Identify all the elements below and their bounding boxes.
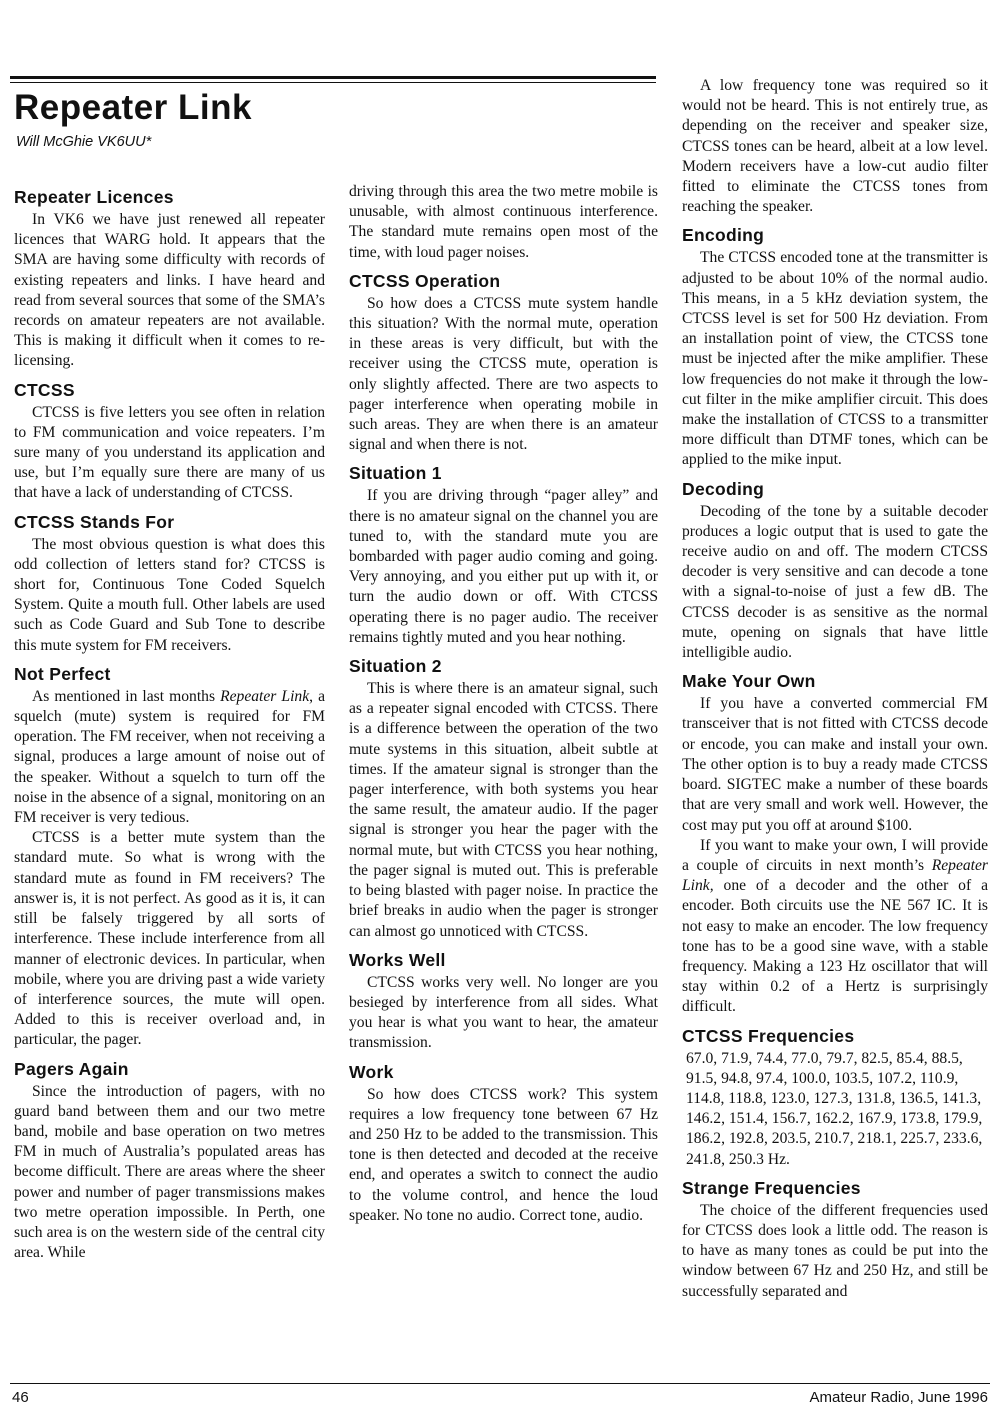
top-rule-thick <box>10 76 656 79</box>
paragraph: This is where there is an amateur signal, such as a repeater signal encoded with CTCSS. There is a difference between the operation of the two mute systems in this situation, albeit subtle at times. If the amateur signal is stronger than the pager interference, with both systems you hear the same result, the amateur audio. If the pager signal is stronger you hear the pager with the normal mute, but with CTCSS you hear nothing, the pager signal is muted out. This is preferable to being blasted with pager noise. In practice the brief breaks in audio when the pager is stronger can almost go unnoticed with CTCSS. <box>349 680 658 940</box>
paragraph: So how does a CTCSS mute system handle this situation? With the normal mute, operation in these areas is very difficult, but with the receiver using the CTCSS mute, operation is only slightly affected. There are two aspects to pager interference when operating mobile in such areas. They are when there is an amateur signal and when there is not. <box>349 294 658 454</box>
heading-decoding: Decoding <box>682 478 765 499</box>
top-rule-thin <box>10 82 656 83</box>
heading-pagers-again: Pagers Again <box>14 1058 129 1079</box>
heading-strange-frequencies: Strange Frequencies <box>682 1177 861 1198</box>
heading-ctcss: CTCSS <box>14 379 75 400</box>
heading-make-your-own: Make Your Own <box>682 671 816 692</box>
paragraph: So how does CTCSS work? This system requires a low frequency tone between 67 Hz and 250 Hz to be added to the transmission. This tone is then detected and decoded at the receive end, and operates a switch to connect the audio to the volume control, and hence the loud speaker. No tone no audio. Correct tone, audio. <box>349 1085 658 1224</box>
footer-rule <box>10 1383 990 1384</box>
frequency-list: 67.0, 71.9, 74.4, 77.0, 79.7, 82.5, 85.4, 88.5, 91.5, 94.8, 97.4, 100.0, 103.5, 107.2, 110.9, 114.8, 118.8, 123.0, 127.3, 131.8, 136.5, 141.3, 146.2, 151.4, 156.7, 162.2, 167.9, 173.8, 179.9, 186.2, 192.8, 203.5, 210.7, 218.1, 225.7, 233.6, 241.8, 250.3 Hz. <box>686 1049 983 1168</box>
paragraph <box>14 687 325 828</box>
heading-ctcss-stands-for: CTCSS Stands For <box>14 511 175 532</box>
paragraph: CTCSS works very well. No longer are you besieged by interference from all sides. What you hear is what you want to hear, the amateur transmission. <box>349 973 658 1052</box>
paragraph <box>682 836 988 1018</box>
emphasis: Repeater Link <box>220 687 310 705</box>
heading-encoding: Encoding <box>682 225 765 246</box>
heading-situation-1: Situation 1 <box>349 463 442 484</box>
heading-not-perfect: Not Perfect <box>14 663 111 684</box>
paragraph: CTCSS is a better mute system than the standard mute. So what is wrong with the standard mute as found in FM receivers? The answer is, it is not perfect. As good as it is, it can still be falsely triggered by all sorts of interference. These include interference from all manner of electronic devices. In particular, when mobile, where you are driving past a wide variety of interference sources, the mute will open. Added to this is receiver overload and, in particular, the pager. <box>14 829 325 1049</box>
publication-footer: Amateur Radio, June 1996 <box>809 1389 988 1406</box>
page-number: 46 <box>12 1389 29 1406</box>
paragraph: If you have a converted commercial FM transceiver that is not fitted with CTCSS decode or encode, you can make and install your own. The other option is to buy a ready made CTCSS board. SIGTEC make a number of these boards that are very small and work well. However, the cost may put you off at around $100. <box>682 695 988 834</box>
column-3 <box>682 76 988 1302</box>
heading-work: Work <box>349 1061 394 1082</box>
paragraph: The CTCSS encoded tone at the transmitter is adjusted to be about 10% of the normal audio. This means, in a 5 kHz deviation system, the CTCSS level is set for 500 Hz deviation. From an installation point of view, the CTCSS tone must be injected after the mike amplifier. These low frequencies do not make it through the low-cut filter in the mike amplifier circuit. This does make the installation of CTCSS to a transmitter more difficult than DTMF tones, which can be applied to the mike input. <box>682 249 988 469</box>
column-1 <box>14 186 325 1263</box>
heading-ctcss-frequencies: CTCSS Frequencies <box>682 1025 855 1046</box>
paragraph: driving through this area the two metre mobile is unusable, with almost continuous interference. The standard mute remains open most of the time, with loud pager noises. <box>349 183 658 261</box>
text-run: If you want to make your own, I will provide a couple of circuits in next month’s <box>682 836 988 874</box>
page-title: Repeater Link <box>14 88 252 127</box>
paragraph: Since the introduction of pagers, with no guard band between them and our two metre band, mobile and base operation on two metres FM in much of Australia’s populated areas has become difficult. There are areas where the sheer power and number of pager transmissions makes two metre operation impossible. In Perth, one such area is on the western side of the central city area. While <box>14 1082 325 1262</box>
heading-situation-2: Situation 2 <box>349 656 442 677</box>
paragraph: The most obvious question is what does this odd collection of letters stand for? CTCSS is short for, Continuous Tone Coded Squelch System. Quite a mouth full. Other labels are used such as Code Guard and Sub Tone to describe this mute system for FM receivers. <box>14 535 325 654</box>
heading-repeater-licences: Repeater Licences <box>14 187 174 207</box>
paragraph: If you are driving through “pager alley” and there is no amateur signal on the channel you are tuned to, with the standard mute you are bombarded with pager audio coming and going. Very annoying, and you either put up with it, or turn the audio down or off. With CTCSS operating there is no pager audio. The receiver remains tightly muted and you hear nothing. <box>349 487 658 646</box>
text-run: one of a decoder and the other of a encoder. Both circuits use the NE 567 IC. It is not easy to make an encoder. The low frequency tone has to be a good sine wave, with a stable frequency. Making a 123 Hz oscillator that will stay within 0.2 of a Hertz is surprisingly difficult. <box>682 877 988 1016</box>
author-byline: Will McGhie VK6UU* <box>16 134 152 150</box>
emphasis: Repeater Link, <box>682 856 988 895</box>
text-run: , a squelch (mute) system is required for FM operation. The FM receiver, when not receiving a signal, produces a large amount of noise out of the speaker. Without a squelch to turn off the noise in the absence of a signal, monitoring on an FM receiver is very tedious. <box>14 687 326 827</box>
paragraph: In VK6 we have just renewed all repeater licences that WARG hold. It appears that the SMA are having some difficulty with records of existing repeaters and links. I have heard and read from several sources that some of the SMA’s records on amateur repeaters are not available. This is making it difficult when it comes to re-licensing. <box>14 211 325 370</box>
heading-works-well: Works Well <box>349 949 446 970</box>
paragraph: Decoding of the tone by a suitable decoder produces a logic output that is used to gate the receive audio on and off. The modern CTCSS decoder is very sensitive and can decode a tone with a signal-to-noise of just a few dB. The CTCSS decoder is as sensitive as the normal mute, opening on signals that have little intelligible audio. <box>682 502 988 662</box>
text-run: As mentioned in last months <box>32 687 221 705</box>
paragraph: The choice of the different frequencies used for CTCSS does look a little odd. The reason is to have as many tones as could be put into the window between 67 Hz and 250 Hz, and still be successfully separated and <box>682 1201 988 1300</box>
column-2 <box>349 182 658 1226</box>
paragraph: A low frequency tone was required so it would not be heard. This is not entirely true, as depending on the receiver and speaker size, CTCSS tones can be heard, albeit at a low level. Modern receivers have a low-cut audio filter fitted to eliminate the CTCSS tones from reaching the speaker. <box>682 77 988 216</box>
heading-ctcss-operation: CTCSS Operation <box>349 270 501 291</box>
paragraph: CTCSS is five letters you see often in relation to FM communication and voice repeaters. I’m sure many of you understand its application and use, but I’m equally sure there are many of us that have a lack of understanding of CTCSS. <box>14 403 325 502</box>
